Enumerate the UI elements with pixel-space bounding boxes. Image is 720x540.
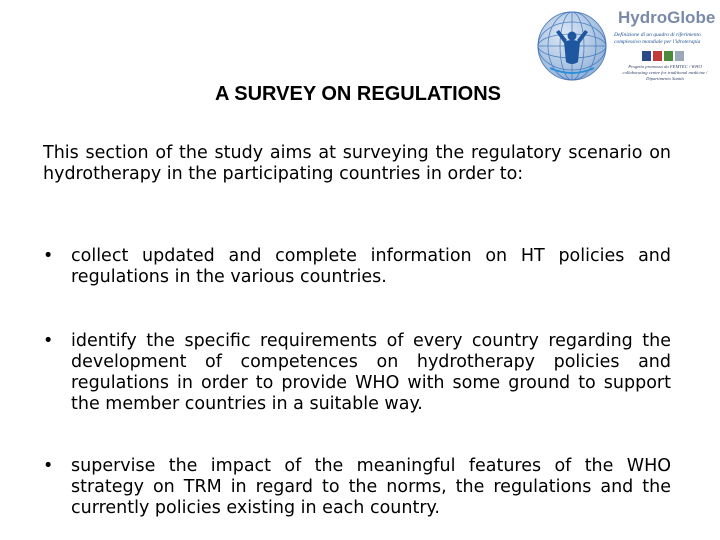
- bullet-text: identify the specific requirements of every country regarding the development of competences on hydrotherapy policies and regulations in order to provide WHO with some ground to support the member countries in a suitable way.: [71, 331, 671, 414]
- globe-icon: [534, 8, 610, 84]
- logo-wordmark: HydroGlobe: [618, 8, 716, 27]
- partner-logos-icon: [642, 50, 688, 62]
- bullet-marker: •: [43, 456, 54, 476]
- intro-paragraph: This section of the study aims at surveying the regulatory scenario on hydrotherapy in the participating countries in order to:: [43, 143, 671, 184]
- bullet-text: supervise the impact of the meaningful features of the WHO strategy on TRM in regard to the norms, the regulations and the currently policies existing in each country.: [71, 456, 671, 518]
- slide-title: A SURVEY ON REGULATIONS: [215, 83, 501, 105]
- logo-tagline: Definizione di un quadro di riferimento complessivo mondiale per l'idroterapia: [614, 32, 701, 45]
- bullet-marker: •: [43, 246, 54, 266]
- bullet-marker: •: [43, 331, 54, 351]
- bullet-text: collect updated and complete information on HT policies and regulations in the various countries.: [71, 246, 671, 287]
- logo-sponsor-text: Progetto promosso da FEMTEC / WHO collaborating centre for traditional medicine / Dipartimento Sanità: [622, 64, 708, 81]
